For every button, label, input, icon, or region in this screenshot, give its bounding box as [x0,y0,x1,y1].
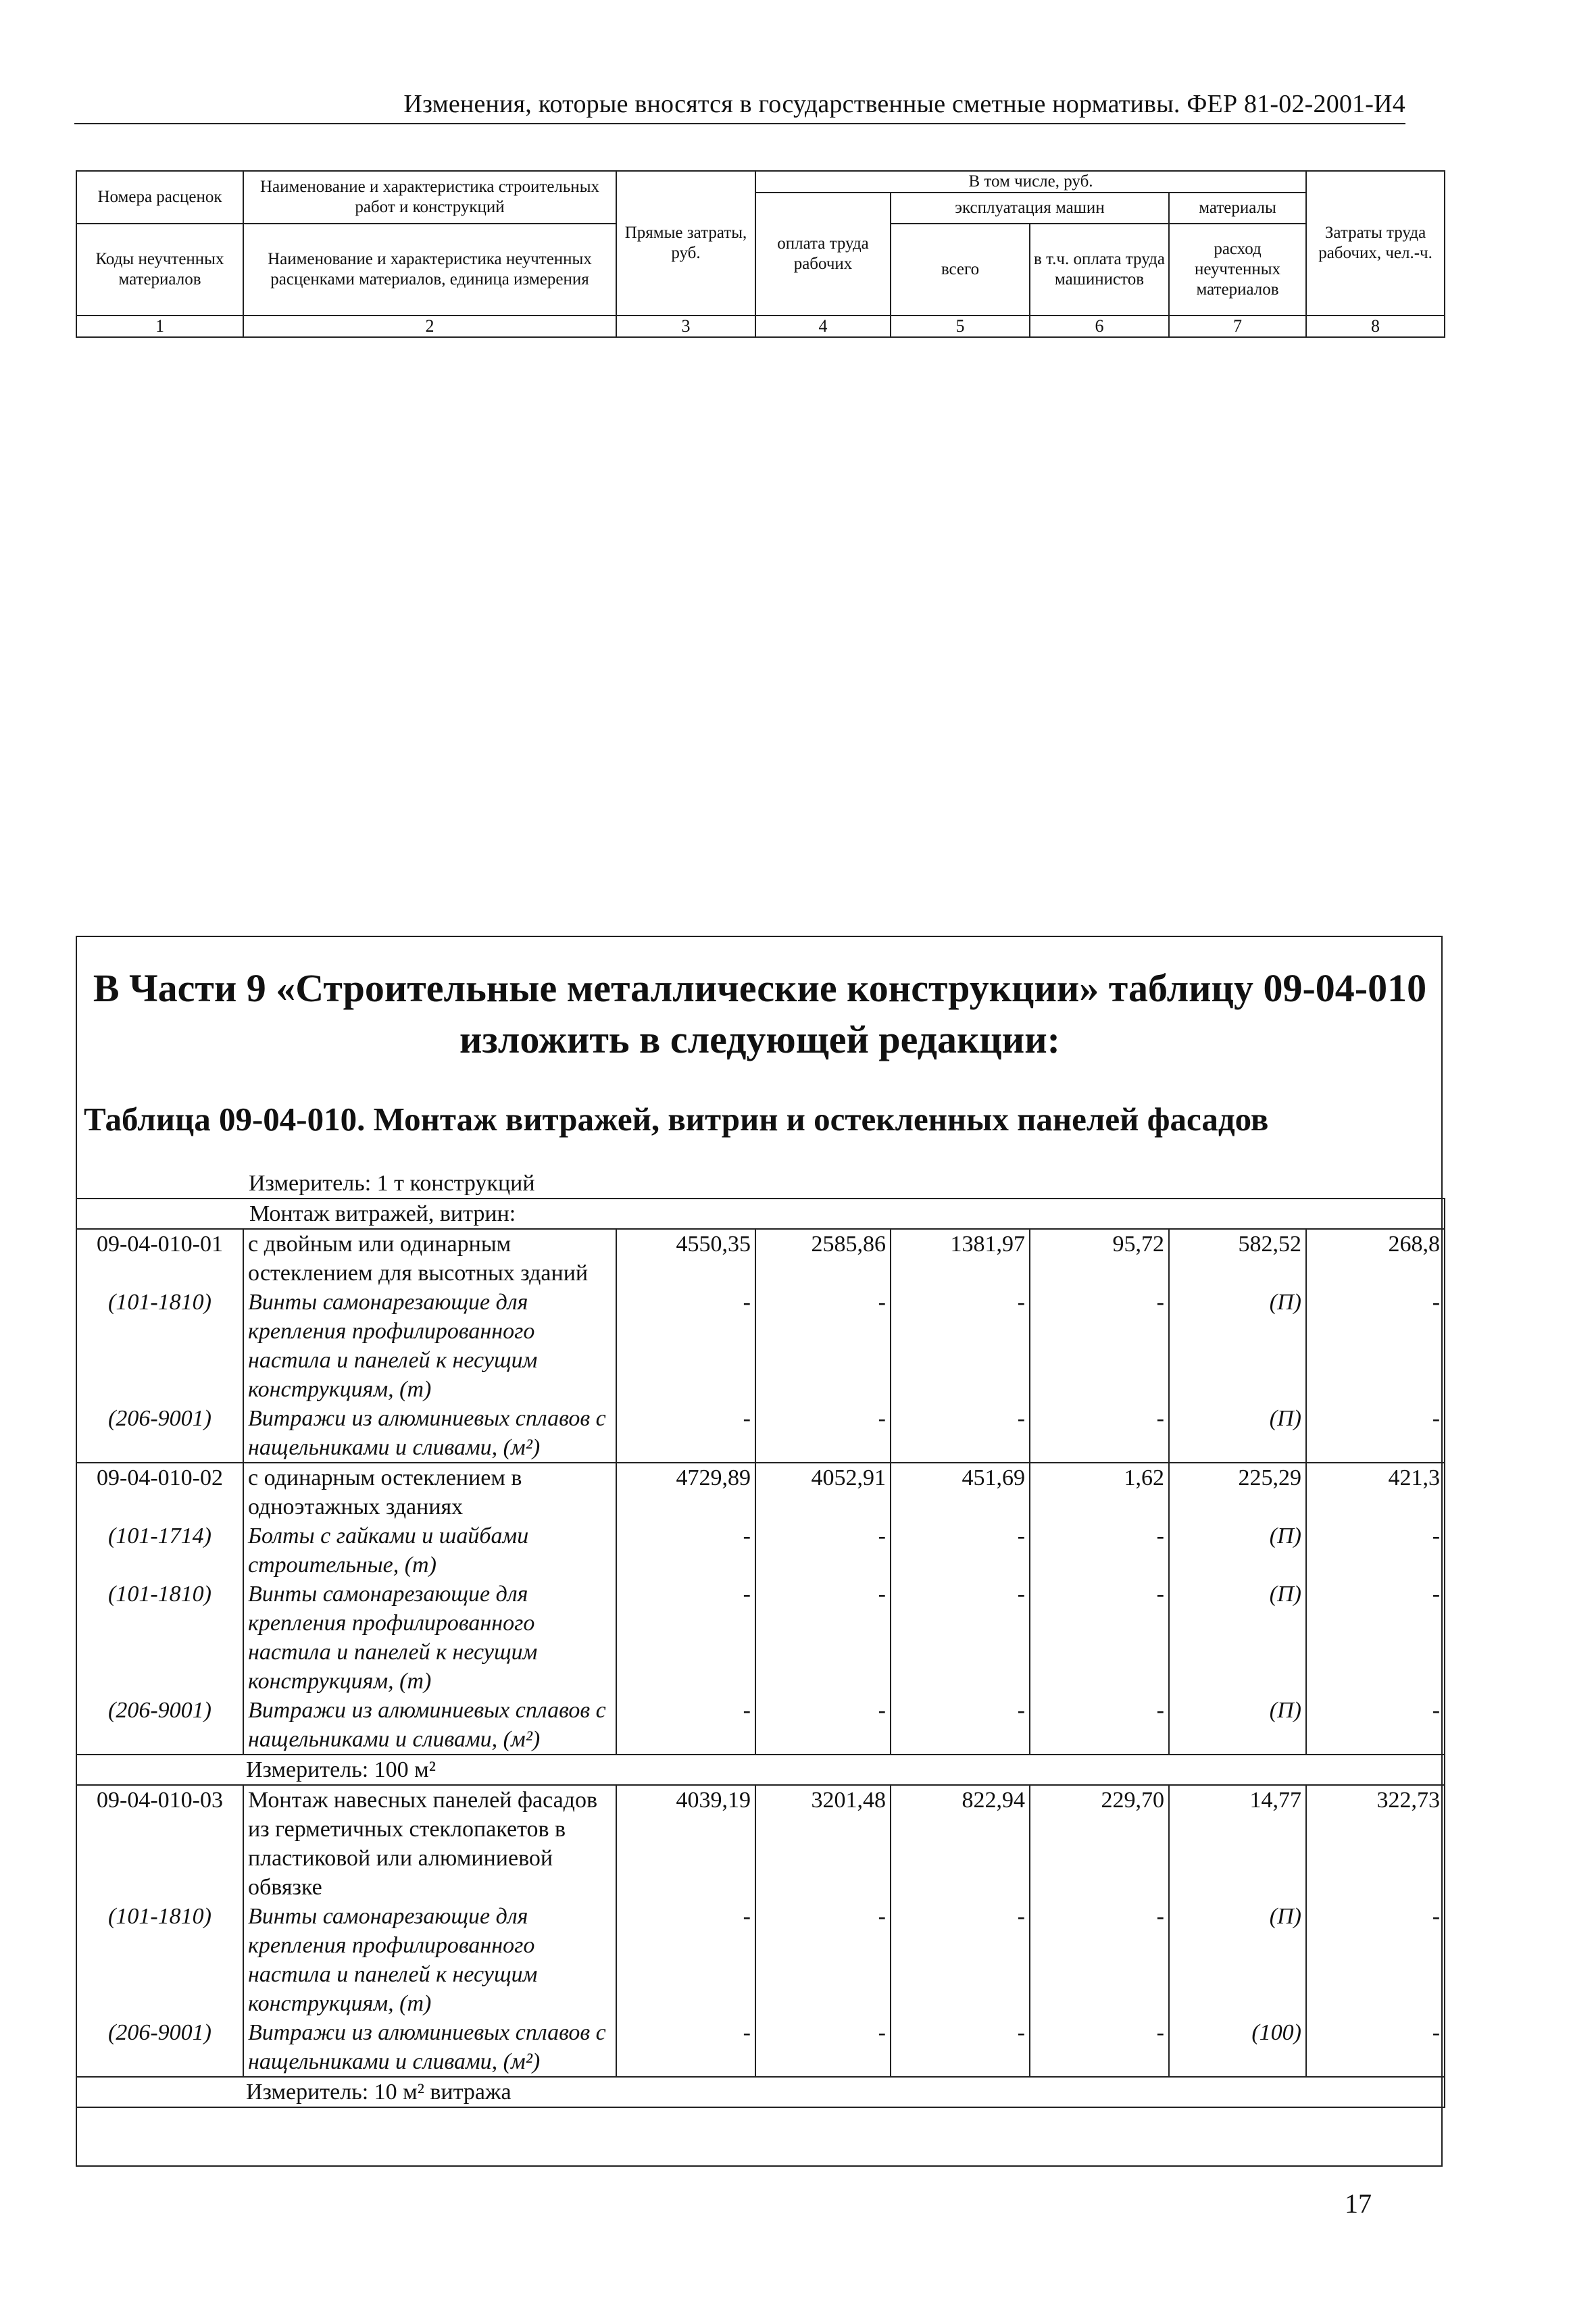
rates-table [76,1169,1445,2108]
value: - [616,1404,755,1463]
value: - [1030,1404,1169,1463]
wages: 3201,48 [755,1785,891,1902]
measure-row: Измеритель: 1 т конструкций [76,1169,1445,1199]
direct-costs: 4039,19 [616,1785,755,1902]
table-row [76,2018,1445,2077]
col-machines-total: всего [891,224,1030,316]
value: (П) [1169,1902,1306,2018]
table-title: Таблица 09-04-010. Монтаж витражей, витрин и остекленных панелей фасадов [84,1101,1269,1138]
table-row [76,1463,1445,1521]
col-materials: материалы [1169,193,1306,224]
material-name: Витражи из алюминиевых сплавов с нащельниками и сливами, (м²) [243,2018,616,2077]
col-materials-use: расход неучтенных материалов [1169,224,1306,316]
col-num: 7 [1169,316,1306,337]
value: - [1030,1521,1169,1580]
material-code: (101-1810) [76,1288,243,1404]
col-num: 8 [1306,316,1445,337]
value: - [1306,2018,1445,2077]
materials: 225,29 [1169,1463,1306,1521]
value: - [1030,1696,1169,1755]
value: - [616,2018,755,2077]
machines-total: 822,94 [891,1785,1030,1902]
material-code: (101-1714) [76,1521,243,1580]
col-machines: эксплуатация машин [891,193,1169,224]
value: - [891,1902,1030,2018]
running-header: Изменения, которые вносятся в государственные сметные нормативы. ФЕР 81-02-2001-И4 [403,90,1405,118]
value: (100) [1169,2018,1306,2077]
value: (П) [1169,1288,1306,1404]
col-direct-costs: Прямые затраты, руб. [616,171,755,316]
value: - [891,1521,1030,1580]
value: (П) [1169,1521,1306,1580]
value: - [1306,1696,1445,1755]
value: - [1030,1580,1169,1696]
value: - [755,1521,891,1580]
rate-code: 09-04-010-02 [76,1463,243,1521]
page-number: 17 [1345,2188,1372,2219]
col-num: 1 [76,316,243,337]
material-code: (101-1810) [76,1580,243,1696]
col-num: 5 [891,316,1030,337]
value: - [1030,1902,1169,2018]
instruction-heading: В Части 9 «Строительные металлические конструкции» таблицу 09-04-010 изложить в следующей редакции: [93,966,1427,1061]
value: - [891,1288,1030,1404]
labor: 322,73 [1306,1785,1445,1902]
col-wages: оплата труда рабочих [755,193,891,316]
table-row [76,1404,1445,1463]
machines-total: 1381,97 [891,1229,1030,1288]
value: - [1030,2018,1169,2077]
col-num: 3 [616,316,755,337]
materials: 582,52 [1169,1229,1306,1288]
material-name: Винты самонарезающие для крепления профилированного настила и панелей к несущим конструкциям, (т) [243,1902,616,2018]
material-code: (206-9001) [76,1696,243,1755]
measure-row: Измеритель: 100 м² [76,1755,1445,1785]
table-row [76,1288,1445,1404]
value: - [891,2018,1030,2077]
value: (П) [1169,1404,1306,1463]
col-rate-numbers: Номера расценок [76,171,243,224]
value: - [755,1696,891,1755]
wages: 2585,86 [755,1229,891,1288]
value: - [616,1696,755,1755]
value: - [616,1580,755,1696]
value: - [1306,1580,1445,1696]
value: - [891,1696,1030,1755]
col-labor: Затраты труда рабочих, чел.-ч. [1306,171,1445,316]
col-incl-rub: В том числе, руб. [755,171,1306,193]
table-row [76,1229,1445,1288]
machinist-wages: 229,70 [1030,1785,1169,1902]
column-header-table [76,170,1445,338]
col-material-name: Наименование и характеристика неучтенных расценками материалов, единица измерения [243,224,616,316]
value: - [1030,1288,1169,1404]
machines-total: 451,69 [891,1463,1030,1521]
material-name: Болты с гайками и шайбами строительные, (т) [243,1521,616,1580]
col-num: 2 [243,316,616,337]
value: (П) [1169,1580,1306,1696]
table-row [76,1902,1445,2018]
col-material-codes: Коды неучтенных материалов [76,224,243,316]
direct-costs: 4550,35 [616,1229,755,1288]
measure-row: Измеритель: 10 м² витража [76,2077,1445,2107]
table-row [76,1580,1445,1696]
value: - [891,1580,1030,1696]
work-name: Монтаж навесных панелей фасадов из герметичных стеклопакетов в пластиковой или алюминиевой обвязке [243,1785,616,1902]
materials: 14,77 [1169,1785,1306,1902]
material-code: (206-9001) [76,2018,243,2077]
labor: 421,3 [1306,1463,1445,1521]
value: - [755,1580,891,1696]
material-code: (101-1810) [76,1902,243,2018]
value: - [755,1288,891,1404]
machinist-wages: 1,62 [1030,1463,1169,1521]
material-name: Винты самонарезающие для крепления профилированного настила и панелей к несущим конструкциям, (т) [243,1288,616,1404]
col-machinist-wages: в т.ч. оплата труда машинистов [1030,224,1169,316]
table-row [76,1521,1445,1580]
value: - [616,1902,755,2018]
material-name: Винты самонарезающие для крепления профилированного настила и панелей к несущим конструкциям, (т) [243,1580,616,1696]
col-work-name: Наименование и характеристика строительных работ и конструкций [243,171,616,224]
table-row [76,1785,1445,1902]
value: - [891,1404,1030,1463]
table-row [76,1696,1445,1755]
value: - [1306,1521,1445,1580]
value: - [1306,1902,1445,2018]
direct-costs: 4729,89 [616,1463,755,1521]
value: - [755,1902,891,2018]
value: - [1306,1288,1445,1404]
col-num: 4 [755,316,891,337]
material-name: Витражи из алюминиевых сплавов с нащельниками и сливами, (м²) [243,1404,616,1463]
labor: 268,8 [1306,1229,1445,1288]
work-name: с двойным или одинарным остеклением для высотных зданий [243,1229,616,1288]
value: (П) [1169,1696,1306,1755]
col-num: 6 [1030,316,1169,337]
value: - [616,1288,755,1404]
rate-code: 09-04-010-01 [76,1229,243,1288]
value: - [1306,1404,1445,1463]
value: - [616,1521,755,1580]
header-rule [74,123,1405,124]
rate-code: 09-04-010-03 [76,1785,243,1902]
material-code: (206-9001) [76,1404,243,1463]
wages: 4052,91 [755,1463,891,1521]
work-name: с одинарным остеклением в одноэтажных зданиях [243,1463,616,1521]
material-name: Витражи из алюминиевых сплавов с нащельниками и сливами, (м²) [243,1696,616,1755]
machinist-wages: 95,72 [1030,1229,1169,1288]
group-row: Монтаж витражей, витрин: [76,1199,1445,1229]
value: - [755,2018,891,2077]
value: - [755,1404,891,1463]
